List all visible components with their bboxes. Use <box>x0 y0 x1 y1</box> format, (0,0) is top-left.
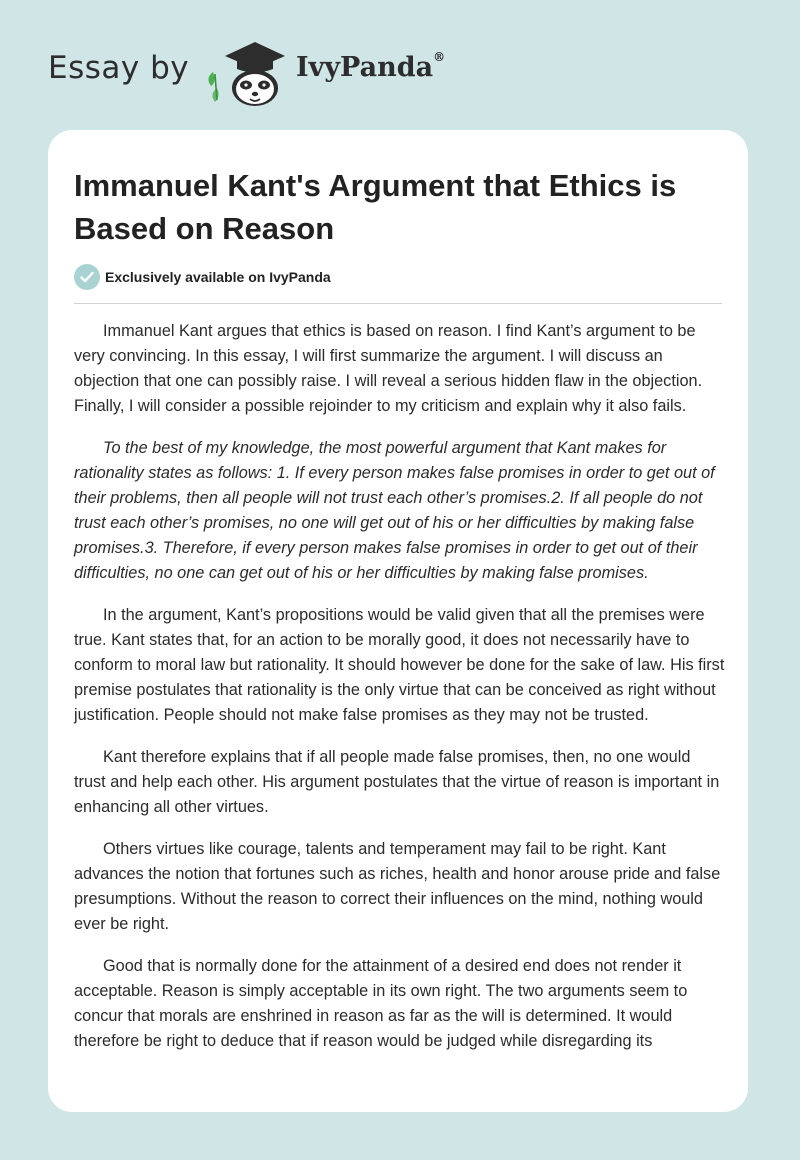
exclusive-badge-label: Exclusively available on IvyPanda <box>105 269 331 285</box>
essay-paragraph-quote: To the best of my knowledge, the most powerful argument that Kant makes for rationality states as follows: 1. If every person makes false promises in order to get out of their problems, then all people will not trust each other’s promises.2. If all people do not trust each other’s promises, no one will get out of his or her difficulties by making false promises.3. Therefore, if every person makes false promises in order to get out of their difficulties, no one can get out of his or her difficulties by making false promises. <box>74 439 715 582</box>
divider <box>74 303 722 304</box>
registered-mark: ® <box>433 50 446 64</box>
essay-paragraph: Others virtues like courage, talents and temperament may fail to be right. Kant advances the notion that fortunes such as riches, health and honor arouse pride and false presumptions. Without the reason to correct their influences on the mind, nothing would ever be right. <box>74 840 721 933</box>
check-circle-icon <box>74 264 100 290</box>
essay-paragraph: Immanuel Kant argues that ethics is based on reason. I find Kant’s argument to be very convincing. In this essay, I will first summarize the argument. I will discuss an objection that one can possibly raise. I will reveal a serious hidden flaw in the objection. Finally, I will consider a possible rejoinder to my criticism and explain why it also fails. <box>74 322 703 415</box>
essay-paragraph: Good that is normally done for the attainment of a desired end does not render it acceptable. Reason is simply acceptable in its own right. The two arguments seem to concur that morals are enshrined in reason as far as the will is determined. It would therefore be right to deduce that if reason would be judged while disregarding its <box>74 957 688 1050</box>
site-header <box>48 36 568 106</box>
ivy-leaf-icon <box>208 72 218 102</box>
essay-paragraph: In the argument, Kant’s propositions would be valid given that all the premises were true. Kant states that, for an action to be morally good, it does not necessarily have to conform to moral law but rationality. It should however be done for the sake of law. His first premise postulates that rationality is the only virtue that can be conceived as right without justification. People should not make false promises as they may not be trusted. <box>74 606 725 724</box>
brand-name[interactable]: IvyPanda® <box>296 50 446 83</box>
essay-paragraph: Kant therefore explains that if all people made false promises, then, no one would trust and help each other. His argument postulates that the virtue of reason is important in enhancing all other virtues. <box>74 748 720 816</box>
panda-graduate-logo-icon[interactable] <box>203 36 293 108</box>
essay-title: Immanuel Kant's Argument that Ethics is Based on Reason <box>74 168 677 246</box>
exclusive-badge <box>74 264 331 290</box>
essay-body <box>74 319 726 1071</box>
brand-prefix: Essay by <box>48 50 190 86</box>
essay-card <box>48 130 748 1112</box>
